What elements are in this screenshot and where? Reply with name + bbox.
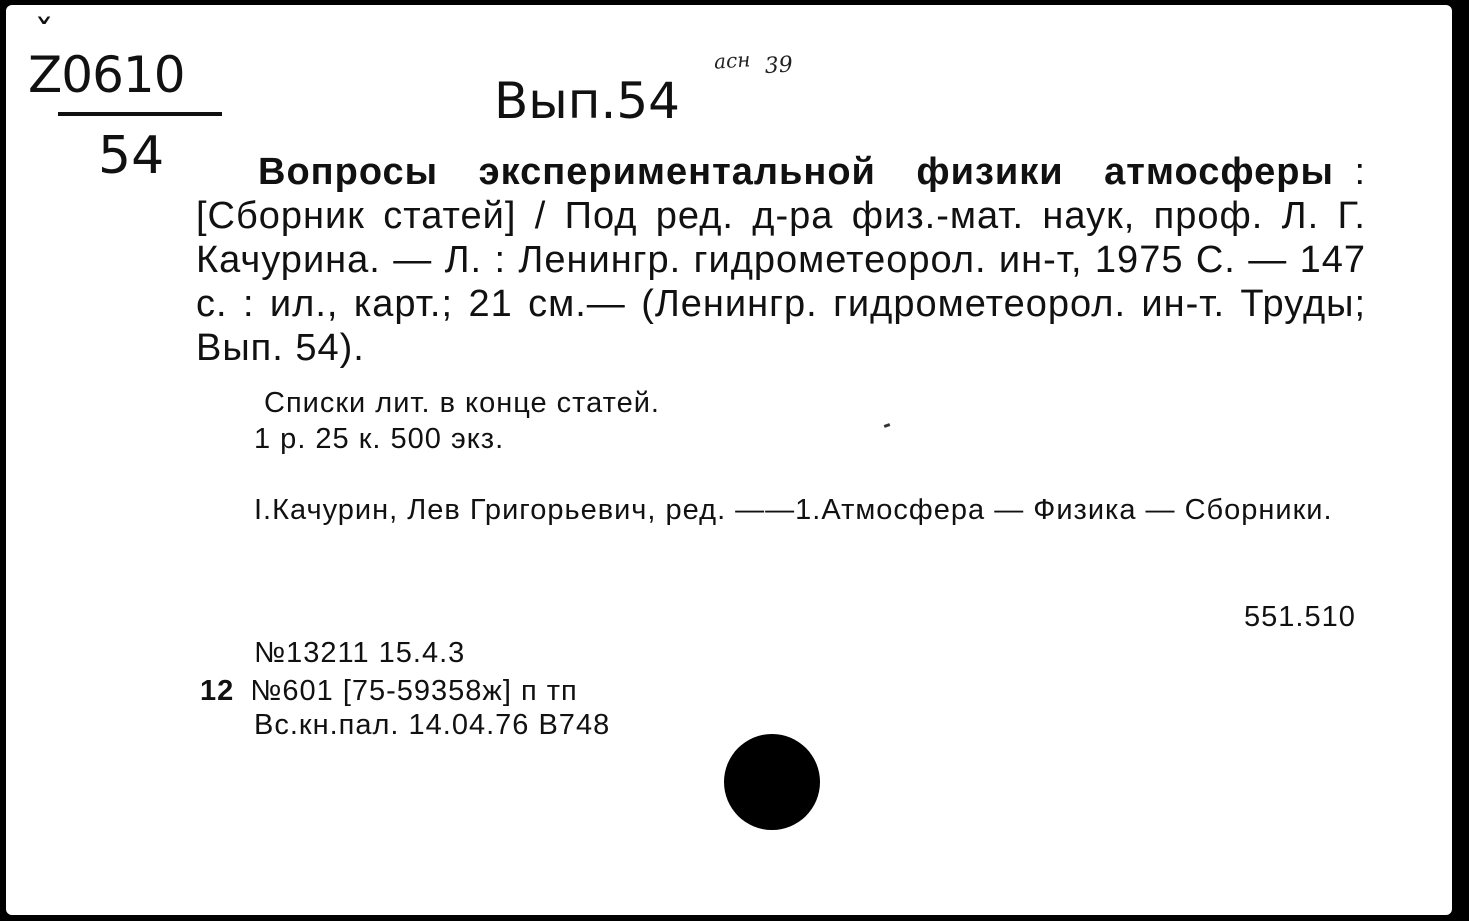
handwritten-note-number: 39: [763, 52, 794, 80]
added-entries: [196, 492, 1366, 528]
handwritten-note: [713, 44, 794, 80]
registry-line-3: Вс.кн.пал. 14.04.76 В748: [254, 709, 611, 741]
price-note: 1 р. 25 к. 500 экз.: [254, 423, 505, 455]
registry-line-2-lead: 12: [200, 675, 235, 707]
call-number-underline: [58, 112, 222, 116]
handwritten-note-prefix: асн: [713, 47, 752, 74]
added-entries-text: I.Качурин, Лев Григорьевич, ред. ——1.Атмосфера — Физика — Сборники.: [254, 494, 1333, 526]
registry-line-2: [200, 674, 578, 708]
literature-note: Списки лит. в конце статей.: [264, 387, 660, 419]
call-number-mark: ˇ: [32, 13, 57, 59]
card-punch-hole: [724, 734, 820, 830]
description-body: : [Сборник статей] / Под ред. д-ра физ.-мат. наук, проф. Л. Г. Качурина. — Л. : Ленингр. гидрометеорол. ин-т, 1975 С. — 147 с. : ил., карт.; 21 см.— (Ленингр. гидрометеорол. ин-т. Труды; Вып. 54).: [196, 151, 1366, 369]
classification-code: 551.510: [1244, 601, 1356, 633]
call-number-line-2: 54: [98, 126, 165, 186]
bibliographic-description: [196, 150, 1366, 370]
book-title: Вопросы экспериментальной физики атмосферы: [258, 151, 1334, 193]
registry-line-2-text: №601 [75-59358ж] п тп: [250, 675, 578, 707]
issue-label: Вып.54: [494, 72, 680, 130]
registry-line-1: №13211 15.4.3: [254, 637, 466, 669]
call-number-line-1: Z0610: [28, 46, 185, 104]
